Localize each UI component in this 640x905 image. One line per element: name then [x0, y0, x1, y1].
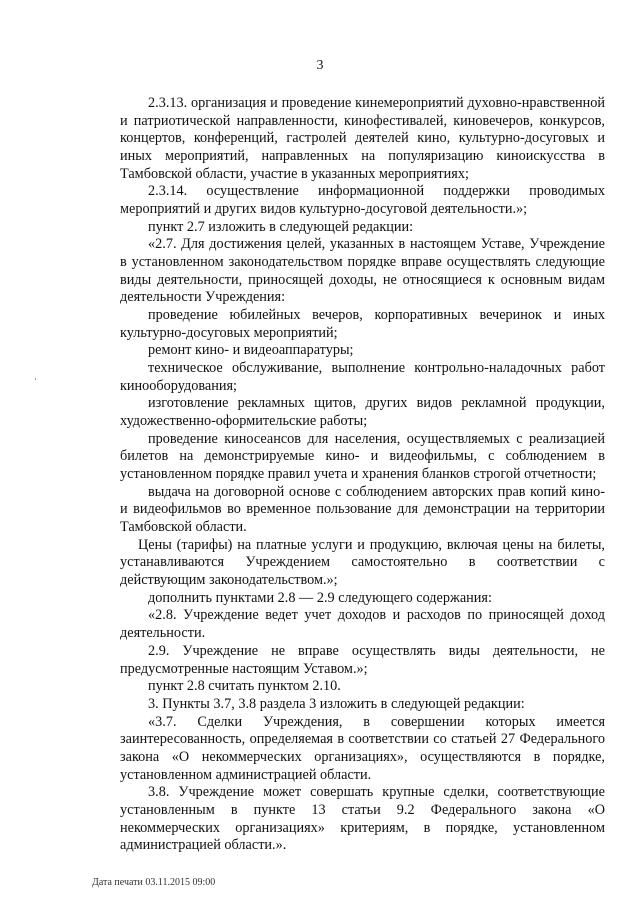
paragraph-2-7: «2.7. Для достижения целей, указанных в настоящем Уставе, Учреждение в установленном законодательством порядке вправе осуществлять следующие виды деятельности, приносящей доходы, не относящиеся к основным видам деятельности Учреждения: [120, 236, 605, 306]
list-item-film-screenings: проведение киносеансов для населения, осуществляемых с реализацией билетов на демонстрируемые кино- и видеофильмы, с соблюдением в установленном порядке правил учета и хранения бланков строгой отчетности; [120, 430, 605, 483]
margin-mark [35, 378, 36, 380]
print-date: Дата печати 03.11.2015 09:00 [92, 877, 216, 888]
paragraph-2-3-13: 2.3.13. организация и проведение кинемероприятий духовно-нравственной и патриотической направленности, кинофестивалей, киновечеров, конкурсов, концертов, конференций, гастролей деятелей кино, культурно-досуговых и иных мероприятий, направленных на популяризацию киноискусства в Тамбовской области, участие в указанных мероприятиях; [120, 95, 605, 182]
paragraph-section-3: 3. Пункты 3.7, 3.8 раздела 3 изложить в следующей редакции: [148, 695, 525, 712]
paragraph-2-3-14: 2.3.14. осуществление информационной поддержки проводимых мероприятий и других видов культурно-досуговой деятельности.»; [120, 183, 605, 218]
document-body [120, 95, 605, 855]
paragraph-prices: Цены (тарифы) на платные услуги и продукцию, включая цены на билеты, устанавливаются Учреждением самостоятельно в соответствии с действующим законодательством.»; [120, 536, 605, 589]
paragraph-add-2-8-2-9: дополнить пунктами 2.8 — 2.9 следующего содержания: [148, 589, 492, 606]
paragraph-amend-2-7: пункт 2.7 изложить в следующей редакции: [148, 218, 414, 235]
paragraph-3-7: «3.7. Сделки Учреждения, в совершении которых имеется заинтересованность, определяемая в соответствии со статьей 27 Федерального закона «О некоммерческих организациях», осуществляются в порядке, установленном администрацией области. [120, 713, 605, 783]
list-item-equipment-repair: ремонт кино- и видеоаппаратуры; [148, 342, 354, 359]
paragraph-renumber: пункт 2.8 считать пунктом 2.10. [148, 678, 341, 695]
paragraph-2-9: 2.9. Учреждение не вправе осуществлять виды деятельности, не предусмотренные настоящим Уставом.»; [120, 642, 605, 677]
list-item-advertising: изготовление рекламных щитов, других видов рекламной продукции, художественно-оформительские работы; [120, 395, 605, 430]
page-number: 3 [316, 58, 324, 73]
paragraph-2-8: «2.8. Учреждение ведет учет доходов и расходов по приносящей доход деятельности. [120, 607, 605, 642]
list-item-jubilee-evenings: проведение юбилейных вечеров, корпоративных вечеринок и иных культурно-досуговых мероприятий; [120, 307, 605, 341]
paragraph-3-8: 3.8. Учреждение может совершать крупные сделки, соответствующие установленным в пункте 13 статьи 9.2 Федерального закона «О некоммерческих организациях» критериям, в порядке, установленном администрацией области.». [120, 784, 605, 854]
list-item-film-lending: выдача на договорной основе с соблюдением авторских прав копий кино- и видеофильмов во временное пользование для демонстрации на территории Тамбовской области. [120, 483, 605, 536]
list-item-maintenance: техническое обслуживание, выполнение контрольно-наладочных работ кинооборудования; [120, 360, 605, 394]
